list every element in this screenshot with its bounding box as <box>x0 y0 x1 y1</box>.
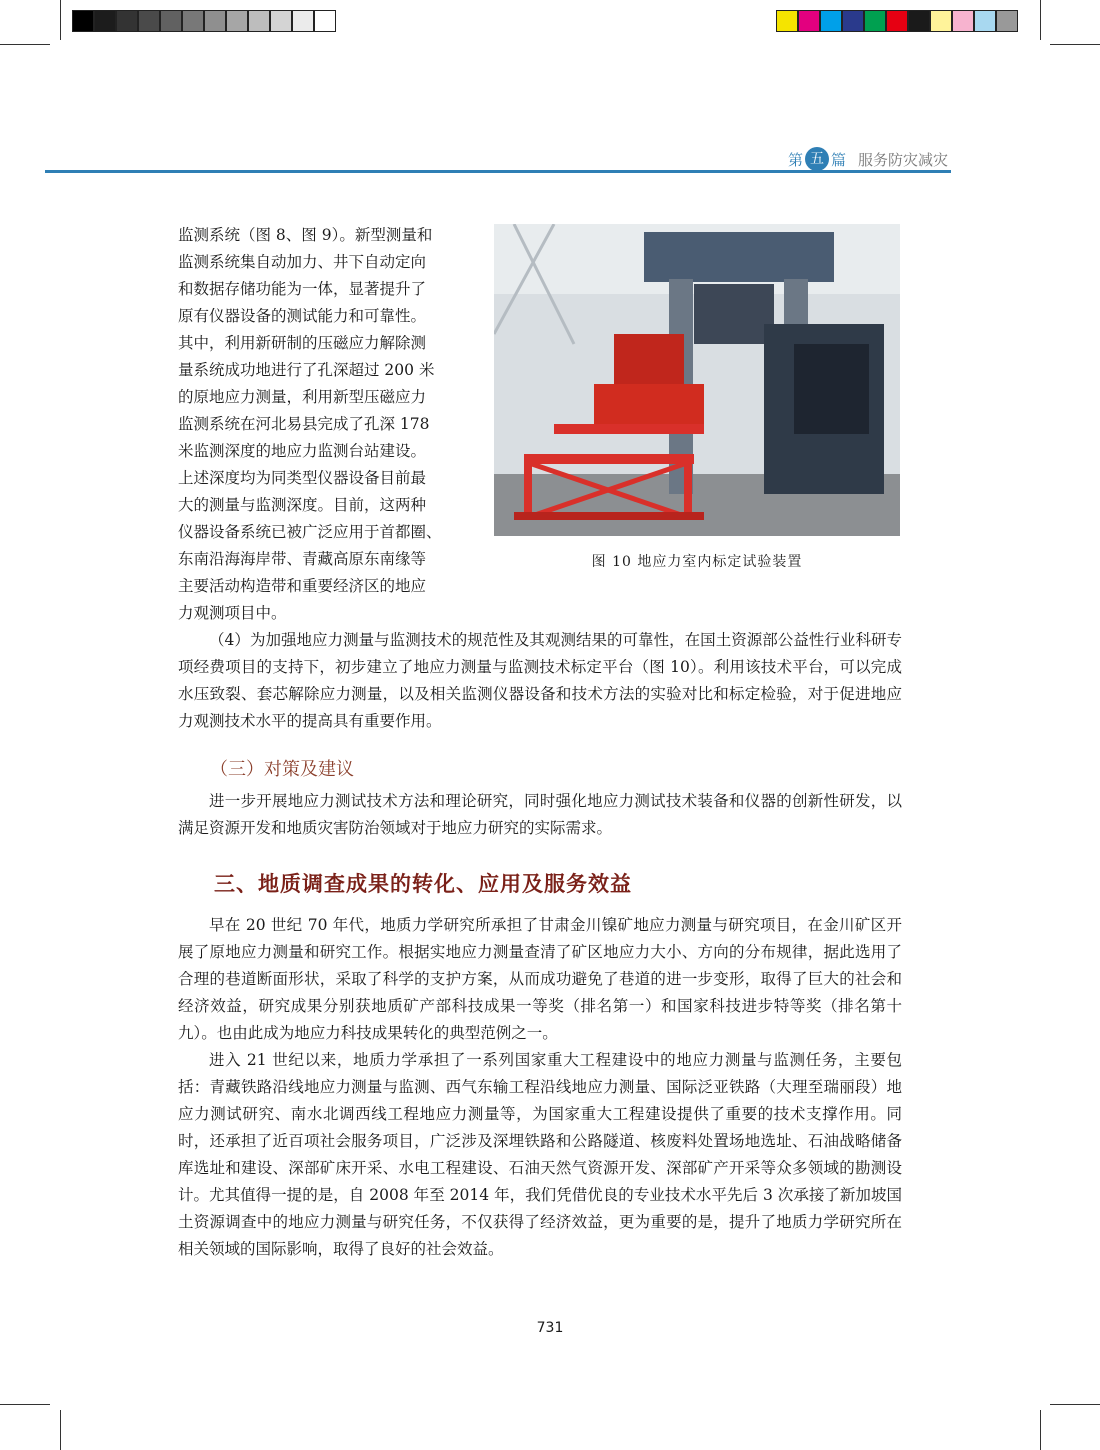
page-number: 731 <box>536 1320 564 1336</box>
chapter-heading: 三、地质调查成果的转化、应用及服务效益 <box>214 872 632 896</box>
figure-caption: 图 10 地应力室内标定试验装置 <box>591 554 803 570</box>
crop-mark <box>1050 1404 1100 1405</box>
color-swatch <box>996 10 1018 32</box>
left-column-line: 东南沿海海岸带、青藏高原东南缘等 <box>178 550 427 568</box>
process-color-bar <box>776 10 1018 34</box>
color-swatch <box>974 10 996 32</box>
part-title: 服务防灾减灾 <box>857 150 948 169</box>
left-column-line: 量系统成功地进行了孔深超过 200 米 <box>178 361 435 379</box>
part-prefix: 第 <box>787 150 803 169</box>
crop-mark <box>60 1410 61 1450</box>
section-body: 进一步开展地应力测试技术方法和理论研究，同时强化地应力测试技术装备和仪器的创新性研发，以满足资源开发和地质灾害防治领域对于地应力研究的实际需求。 <box>178 792 902 837</box>
part-suffix: 篇 <box>830 150 846 169</box>
color-swatch <box>908 10 930 32</box>
left-column-line: 监测系统在河北易县完成了孔深 178 <box>178 415 430 433</box>
left-column-line: 监测系统（图 8、图 9）。新型测量和 <box>178 226 433 244</box>
color-swatch <box>864 10 886 32</box>
color-swatch <box>292 10 314 32</box>
crop-mark <box>1050 44 1100 45</box>
left-column-line: 仪器设备系统已被广泛应用于首都圈、 <box>178 523 442 541</box>
left-column-line: 主要活动构造带和重要经济区的地应 <box>178 577 427 595</box>
color-swatch <box>94 10 116 32</box>
color-swatch <box>314 10 336 32</box>
chapter-paragraph-1: 早在 20 世纪 70 年代，地质力学研究所承担了甘肃金川镍矿地应力测量与研究项目，在金川矿区开展了原地应力测量和研究工作。根据实地应力测量查清了矿区地应力大小、方向的分布规律，据此选用了合理的巷道断面形状，采取了科学的支护方案，从而成功避免了巷道的进一步变形，取得了巨大的社会和经济效益，研究成果分别获地质矿产部科技成果一等奖（排名第一）和国家科技进步特等奖（排名第十九）。也由此成为地应力科技成果转化的典型范例之一。 <box>178 916 902 1042</box>
crop-mark <box>0 1404 50 1405</box>
left-column-line: 力观测项目中。 <box>178 604 287 622</box>
color-swatch <box>842 10 864 32</box>
color-swatch <box>886 10 908 32</box>
color-swatch <box>776 10 798 32</box>
color-swatch <box>204 10 226 32</box>
left-column-line: 上述深度均为同类型仪器设备目前最 <box>178 469 427 487</box>
color-swatch <box>952 10 974 32</box>
crop-mark <box>60 0 61 40</box>
figure-10-photo <box>494 224 900 536</box>
color-swatch <box>798 10 820 32</box>
section-heading: （三）对策及建议 <box>210 759 354 780</box>
part-number-badge: 五 <box>805 147 829 171</box>
crop-mark <box>0 44 50 45</box>
color-swatch <box>182 10 204 32</box>
left-column-line: 米监测深度的地应力监测台站建设。 <box>178 442 427 460</box>
left-column-text <box>178 222 468 627</box>
color-swatch <box>248 10 270 32</box>
calibration-rig-illustration <box>494 224 900 536</box>
left-column-line: 监测系统集自动加力、井下自动定向 <box>178 253 427 271</box>
color-swatch <box>138 10 160 32</box>
color-swatch <box>160 10 182 32</box>
left-column-line: 的原地应力测量，利用新型压磁应力 <box>178 388 427 406</box>
color-swatch <box>72 10 94 32</box>
header-rule <box>45 170 951 173</box>
crop-mark <box>1040 0 1041 40</box>
chapter-paragraph-2: 进入 21 世纪以来，地质力学承担了一系列国家重大工程建设中的地应力测量与监测任务，主要包括：青藏铁路沿线地应力测量与监测、西气东输工程沿线地应力测量、国际泛亚铁路（大理至瑞丽段）地应力测试研究、南水北调西线工程地应力测量等，为国家重大工程建设提供了重要的技术支撑作用。同时，还承担了近百项社会服务项目，广泛涉及深埋铁路和公路隧道、核废料处置场地选址、石油战略储备库选址和建设、深部矿床开采、水电工程建设、石油天然气资源开发、深部矿产开采等众多领域的勘测设计。尤其值得一提的是，自 2008 年至 2014 年，我们凭借优良的专业技术水平先后 3 次承接了新加坡国土资源调查中的地应力测量与研究任务，不仅获得了经济效益，更为重要的是，提升了地质力学研究所在相关领域的国际影响，取得了良好的社会效益。 <box>178 1051 902 1258</box>
left-column-line: 和数据存储功能为一体，显著提升了 <box>178 280 427 298</box>
running-header <box>788 148 948 170</box>
color-swatch <box>820 10 842 32</box>
left-column-line: 原有仪器设备的测试能力和可靠性。 <box>178 307 427 325</box>
crop-mark <box>1040 1410 1041 1450</box>
color-swatch <box>116 10 138 32</box>
left-column-line: 大的测量与监测深度。目前，这两种 <box>178 496 427 514</box>
gray-color-bar <box>72 10 336 34</box>
color-swatch <box>270 10 292 32</box>
color-swatch <box>226 10 248 32</box>
color-swatch <box>930 10 952 32</box>
left-column-line: 其中，利用新研制的压磁应力解除测 <box>178 334 427 352</box>
paragraph-4: （4）为加强地应力测量与监测技术的规范性及其观测结果的可靠性，在国土资源部公益性行业科研专项经费项目的支持下，初步建立了地应力测量与监测技术标定平台（图 10）。利用该技术平台，可以完成水压致裂、套芯解除应力测量，以及相关监测仪器设备和技术方法的实验对比和标定检验，对于促进地应力观测技术水平的提高具有重要作用。 <box>178 631 902 730</box>
